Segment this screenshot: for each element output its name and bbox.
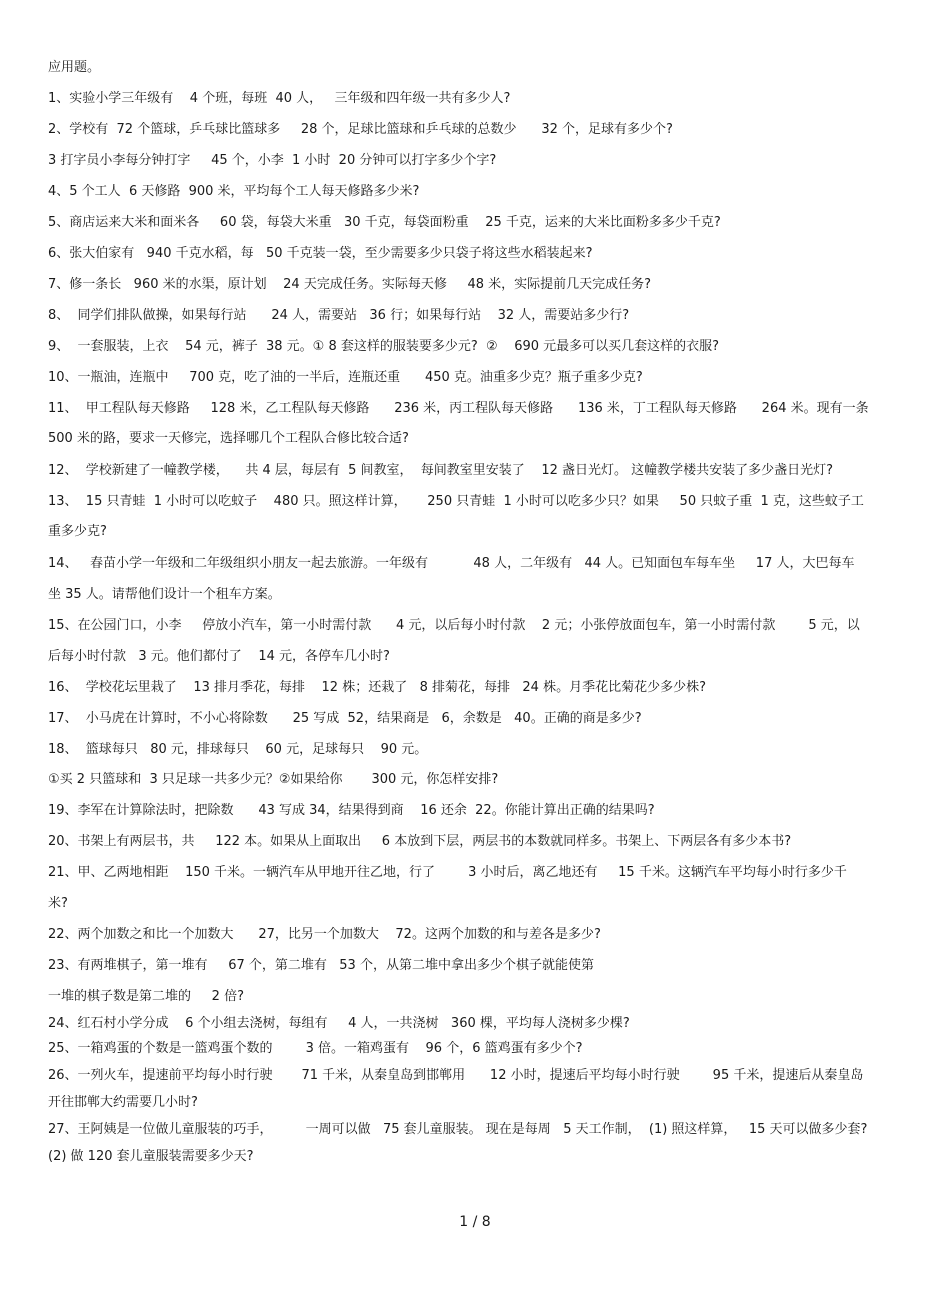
problem-24: 24、红石村小学分成 6 个小组去浇树，每组有 4 人，一共浇树 360 棵，平均每人浇树多少棵?: [48, 1016, 630, 1031]
problem-23: 23、有两堆棋子，第一堆有 67 个，第二堆有 53 个，从第二堆中拿出多少个棋子就能使第: [48, 958, 594, 973]
problem-10: 10、一瓶油，连瓶中 700 克，吃了油的一半后，连瓶还重 450 克。油重多少克？瓶子重多少克?: [48, 370, 643, 385]
problem-20: 20、书架上有两层书，共 122 本。如果从上面取出 6 本放到下层，两层书的本数就同样多。书架上、下两层各有多少本书?: [48, 834, 792, 849]
problem-21-cont: 米?: [48, 896, 68, 911]
page-number: 1 / 8: [459, 1214, 491, 1230]
problem-11-cont: 500 米的路，要求一天修完，选择哪几个工程队合修比较合适?: [48, 431, 409, 446]
problem-9: 9、 一套服装，上衣 54 元，裤子 38 元。① 8 套这样的服装要多少元? ② 690 元最多可以买几套这样的衣服?: [48, 339, 720, 354]
problem-23-cont: 一堆的棋子数是第二堆的 2 倍?: [48, 989, 244, 1004]
problem-2: 2、学校有 72 个篮球，乒乓球比篮球多 28 个，足球比篮球和乒乓球的总数少 32 个，足球有多少个?: [48, 122, 673, 137]
problem-27-cont: (2) 做 120 套儿童服装需要多少天?: [48, 1149, 254, 1164]
problem-18: 18、 篮球每只 80 元，排球每只 60 元，足球每只 90 元。: [48, 742, 428, 757]
problem-14-cont: 坐 35 人。请帮他们设计一个租车方案。: [48, 587, 281, 602]
problem-4: 4、5 个工人 6 天修路 900 米，平均每个工人每天修路多少米?: [48, 184, 420, 199]
problem-3: 3 打字员小李每分钟打字 45 个，小李 1 小时 20 分钟可以打字多少个字?: [48, 153, 497, 168]
problem-15-cont: 后每小时付款 3 元。他们都付了 14 元，各停车几小时?: [48, 649, 390, 664]
problem-26-cont: 开往邯郸大约需要几小时?: [48, 1095, 198, 1110]
problem-22: 22、两个加数之和比一个加数大 27，比另一个加数大 72。这两个加数的和与差各是多少?: [48, 927, 601, 942]
problem-21: 21、甲、乙两地相距 150 千米。一辆汽车从甲地开往乙地，行了 3 小时后，离乙地还有 15 千米。这辆汽车平均每小时行多少千: [48, 865, 847, 880]
problem-18-cont: ①买 2 只篮球和 3 只足球一共多少元？②如果给你 300 元，你怎样安排?: [48, 772, 499, 787]
problem-13: 13、 15 只青蛙 1 小时可以吃蚊子 480 只。照这样计算， 250 只青蛙 1 小时可以吃多少只？如果 50 只蚊子重 1 克，这些蚊子工: [48, 494, 864, 509]
problem-11: 11、 甲工程队每天修路 128 米，乙工程队每天修路 236 米，丙工程队每天修路 136 米，丁工程队每天修路 264 米。现有一条: [48, 401, 869, 416]
problem-27: 27、王阿姨是一位做儿童服装的巧手， 一周可以做 75 套儿童服装。 现在是每周 5 天工作制， (1) 照这样算， 15 天可以做多少套?: [48, 1122, 868, 1137]
problem-7: 7、修一条长 960 米的水渠，原计划 24 天完成任务。实际每天修 48 米，实际提前几天完成任务?: [48, 277, 652, 292]
problem-1: 1、实验小学三年级有 4 个班，每班 40 人， 三年级和四年级一共有多少人?: [48, 91, 511, 106]
problem-6: 6、张大伯家有 940 千克水稻，每 50 千克装一袋，至少需要多少只袋子将这些水稻装起来?: [48, 246, 593, 261]
problem-15: 15、在公园门口，小李 停放小汽车，第一小时需付款 4 元，以后每小时付款 2 元；小张停放面包车，第一小时需付款 5 元，以: [48, 618, 860, 633]
problem-8: 8、 同学们排队做操，如果每行站 24 人，需要站 36 行；如果每行站 32 人，需要站多少行?: [48, 308, 630, 323]
problem-12: 12、 学校新建了一幢教学楼， 共 4 层，每层有 5 间教室， 每间教室里安装了 12 盏日光灯。 这幢教学楼共安装了多少盏日光灯?: [48, 463, 834, 478]
problem-26: 26、一列火车，提速前平均每小时行驶 71 千米，从秦皇岛到邯郸用 12 小时，提速后平均每小时行驶 95 千米，提速后从秦皇岛: [48, 1068, 864, 1083]
problem-19: 19、李军在计算除法时，把除数 43 写成 34，结果得到商 16 还余 22。你能计算出正确的结果吗?: [48, 803, 655, 818]
problem-14: 14、 春苗小学一年级和二年级组织小朋友一起去旅游。一年级有 48 人，二年级有 44 人。已知面包车每车坐 17 人，大巴每车: [48, 556, 855, 571]
problem-5: 5、商店运来大米和面米各 60 袋，每袋大米重 30 千克，每袋面粉重 25 千克，运来的大米比面粉多多少千克?: [48, 215, 721, 230]
section-heading: 应用题。: [48, 60, 101, 75]
problem-16: 16、 学校花坛里栽了 13 排月季花，每排 12 株；还栽了 8 排菊花，每排 24 株。月季花比菊花少多少株?: [48, 680, 706, 695]
problem-25: 25、一箱鸡蛋的个数是一篮鸡蛋个数的 3 倍。一箱鸡蛋有 96 个，6 篮鸡蛋有多少个?: [48, 1041, 583, 1056]
problem-17: 17、 小马虎在计算时，不小心将除数 25 写成 52，结果商是 6，余数是 40。正确的商是多少?: [48, 711, 642, 726]
problem-13-cont: 重多少克?: [48, 524, 107, 539]
